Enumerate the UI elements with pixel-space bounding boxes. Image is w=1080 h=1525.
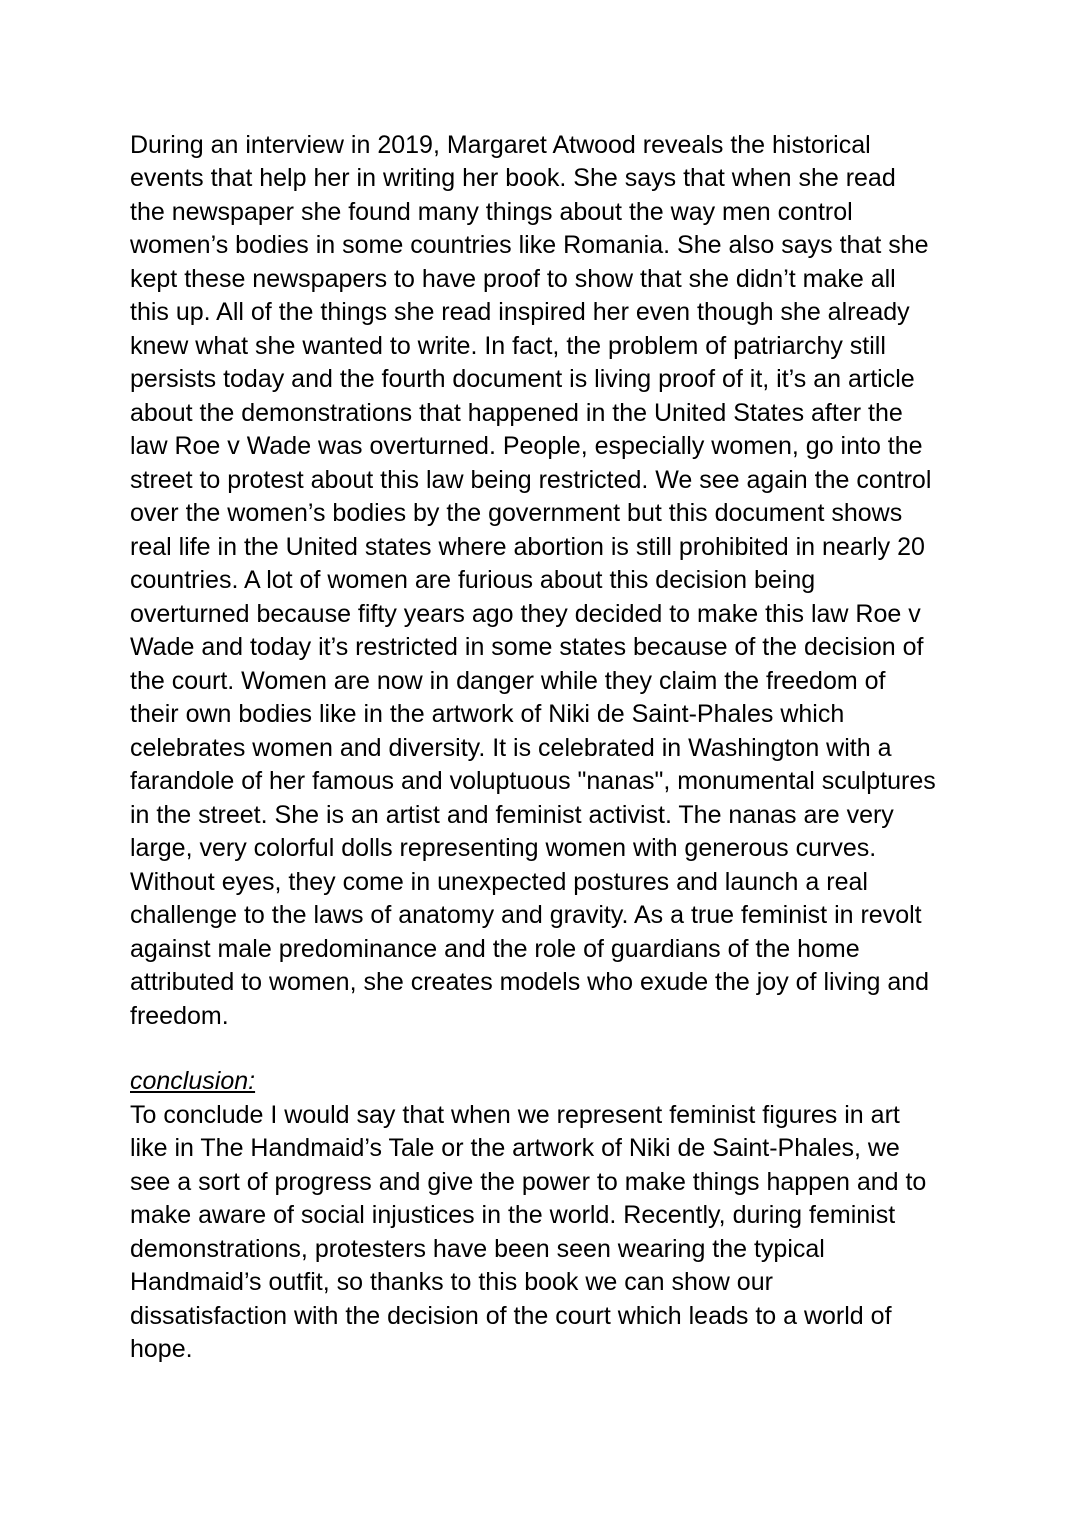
body-line: freedom. xyxy=(130,1002,229,1030)
body-line: persists today and the fourth document is living proof of it, it’s an article xyxy=(130,365,915,393)
conclusion-line: Handmaid’s outfit, so thanks to this book we can show our xyxy=(130,1268,773,1296)
body-line: this up. All of the things she read inspired her even though she already xyxy=(130,298,910,326)
conclusion-line: make aware of social injustices in the world. Recently, during feminist xyxy=(130,1201,896,1229)
body-line: over the women’s bodies by the government but this document shows xyxy=(130,499,903,527)
body-line: celebrates women and diversity. It is celebrated in Washington with a xyxy=(130,734,892,762)
body-line: During an interview in 2019, Margaret Atwood reveals the historical xyxy=(130,131,871,159)
body-line: events that help her in writing her book. She says that when she read xyxy=(130,164,896,192)
body-line: the newspaper she found many things about the way men control xyxy=(130,198,853,226)
body-line: the court. Women are now in danger while they claim the freedom of xyxy=(130,667,886,695)
body-line: their own bodies like in the artwork of Niki de Saint-Phales which xyxy=(130,700,845,728)
body-line: large, very colorful dolls representing women with generous curves. xyxy=(130,834,877,862)
conclusion-line: see a sort of progress and give the power to make things happen and to xyxy=(130,1168,927,1196)
body-line: Wade and today it’s restricted in some states because of the decision of xyxy=(130,633,924,661)
conclusion-line: demonstrations, protesters have been seen wearing the typical xyxy=(130,1235,825,1263)
body-line: knew what she wanted to write. In fact, the problem of patriarchy still xyxy=(130,332,886,360)
conclusion-line: To conclude I would say that when we represent feminist figures in art xyxy=(130,1101,900,1129)
body-line: countries. A lot of women are furious about this decision being xyxy=(130,566,816,594)
body-line: law Roe v Wade was overturned. People, especially women, go into the xyxy=(130,432,923,460)
body-line: farandole of her famous and voluptuous "nanas", monumental sculptures xyxy=(130,767,936,795)
body-line: about the demonstrations that happened in the United States after the xyxy=(130,399,903,427)
conclusion-line: like in The Handmaid’s Tale or the artwork of Niki de Saint-Phales, we xyxy=(130,1134,900,1162)
body-line: attributed to women, she creates models who exude the joy of living and xyxy=(130,968,930,996)
conclusion-line: dissatisfaction with the decision of the court which leads to a world of xyxy=(130,1302,892,1330)
body-line: kept these newspapers to have proof to show that she didn’t make all xyxy=(130,265,896,293)
conclusion-heading: conclusion: xyxy=(130,1067,256,1095)
body-line: Without eyes, they come in unexpected postures and launch a real xyxy=(130,868,868,896)
conclusion-line: hope. xyxy=(130,1335,193,1363)
body-line: in the street. She is an artist and feminist activist. The nanas are very xyxy=(130,801,894,829)
body-line: real life in the United states where abortion is still prohibited in nearly 20 xyxy=(130,533,925,561)
body-line: women’s bodies in some countries like Romania. She also says that she xyxy=(130,231,929,259)
body-line: overturned because fifty years ago they decided to make this law Roe v xyxy=(130,600,921,628)
body-line: against male predominance and the role of guardians of the home xyxy=(130,935,860,963)
body-line: challenge to the laws of anatomy and gravity. As a true feminist in revolt xyxy=(130,901,922,929)
body-line: street to protest about this law being restricted. We see again the control xyxy=(130,466,932,494)
